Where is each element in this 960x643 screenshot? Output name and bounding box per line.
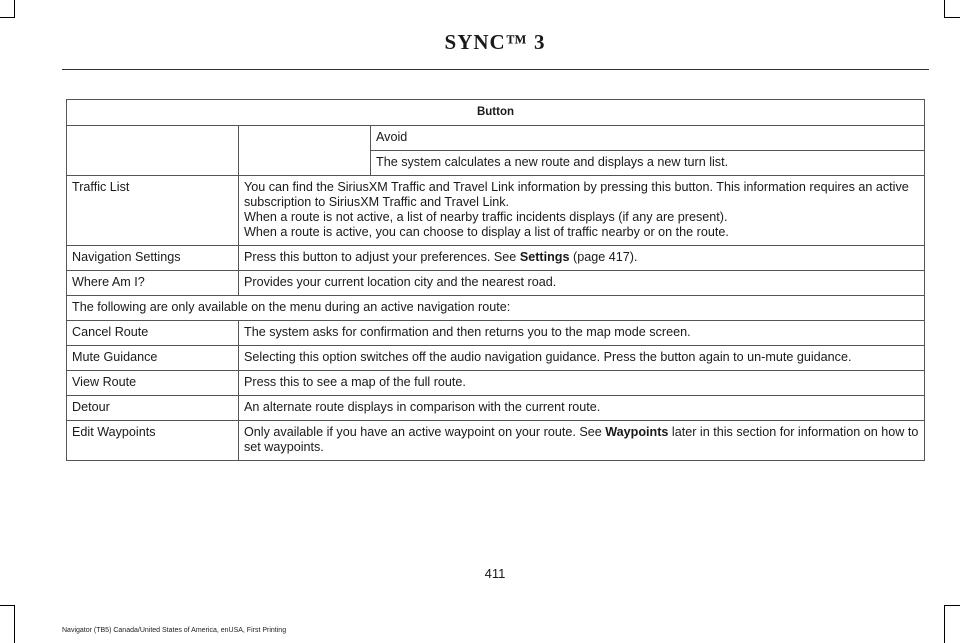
table-row	[67, 321, 925, 346]
table-row	[67, 346, 925, 371]
crop-mark	[944, 605, 945, 643]
detour-description: An alternate route displays in comparison with the current route.	[239, 396, 925, 421]
view-route-description: Press this to see a map of the full route.	[239, 371, 925, 396]
mute-guidance-description: Selecting this option switches off the audio navigation guidance. Press the button again to un-mute guidance.	[239, 346, 925, 371]
description-text: (page 417).	[569, 250, 638, 264]
crop-mark	[14, 0, 15, 18]
page-title: SYNC™ 3	[444, 30, 546, 54]
table-row	[67, 246, 925, 271]
page-number: 411	[484, 566, 506, 581]
settings-reference-link[interactable]: Settings	[519, 250, 570, 264]
edit-waypoints-description	[239, 421, 925, 461]
traffic-list-line-2: When a route is not active, a list of nearby traffic incidents displays (if any are present).	[244, 210, 728, 224]
button-table	[66, 99, 925, 461]
description-text: later in this section for information on how to set waypoints.	[244, 425, 919, 454]
cancel-route-description: The system asks for confirmation and then returns you to the map mode screen.	[239, 321, 925, 346]
table-row	[67, 371, 925, 396]
crop-mark	[944, 17, 960, 18]
waypoints-reference-link[interactable]: Waypoints	[605, 425, 669, 439]
table-row	[67, 271, 925, 296]
description-text: Press this button to adjust your preferences. See	[244, 250, 520, 264]
table-row	[67, 396, 925, 421]
crop-mark	[14, 605, 15, 643]
crop-mark	[0, 17, 14, 18]
cancel-route-label: Cancel Route	[67, 321, 239, 346]
navigation-settings-description	[239, 246, 925, 271]
edit-waypoints-label: Edit Waypoints	[67, 421, 239, 461]
active-route-note: The following are only available on the menu during an active navigation route:	[67, 296, 925, 321]
detour-label: Detour	[67, 396, 239, 421]
edition-footer: Navigator (TB5) Canada/United States of America, enUSA, First Printing	[62, 627, 287, 634]
empty-cell	[67, 126, 239, 176]
crop-mark	[944, 0, 945, 18]
mute-guidance-label: Mute Guidance	[67, 346, 239, 371]
avoid-description: The system calculates a new route and displays a new turn list.	[371, 151, 925, 176]
crop-mark	[944, 605, 960, 606]
empty-cell	[239, 126, 371, 176]
table-header-row	[67, 100, 925, 126]
where-am-i-description: Provides your current location city and the nearest road.	[239, 271, 925, 296]
traffic-list-description	[239, 176, 925, 246]
table-row	[67, 296, 925, 321]
column-header: Button	[67, 100, 925, 126]
view-route-label: View Route	[67, 371, 239, 396]
traffic-list-label: Traffic List	[67, 176, 239, 246]
navigation-settings-label: Navigation Settings	[67, 246, 239, 271]
where-am-i-label: Where Am I?	[67, 271, 239, 296]
traffic-list-line-3: When a route is active, you can choose to display a list of traffic nearby or on the route.	[244, 225, 729, 239]
table-row	[67, 126, 925, 151]
avoid-label: Avoid	[371, 126, 925, 151]
table-row	[67, 176, 925, 246]
crop-mark	[0, 605, 14, 606]
header-rule	[62, 69, 929, 70]
description-text: Only available if you have an active waypoint on your route. See	[244, 425, 606, 439]
traffic-list-line-1: You can find the SiriusXM Traffic and Travel Link information by pressing this button. This information requires an active subscription to SiriusXM Traffic and Travel Link.	[244, 180, 909, 209]
table-row	[67, 421, 925, 461]
